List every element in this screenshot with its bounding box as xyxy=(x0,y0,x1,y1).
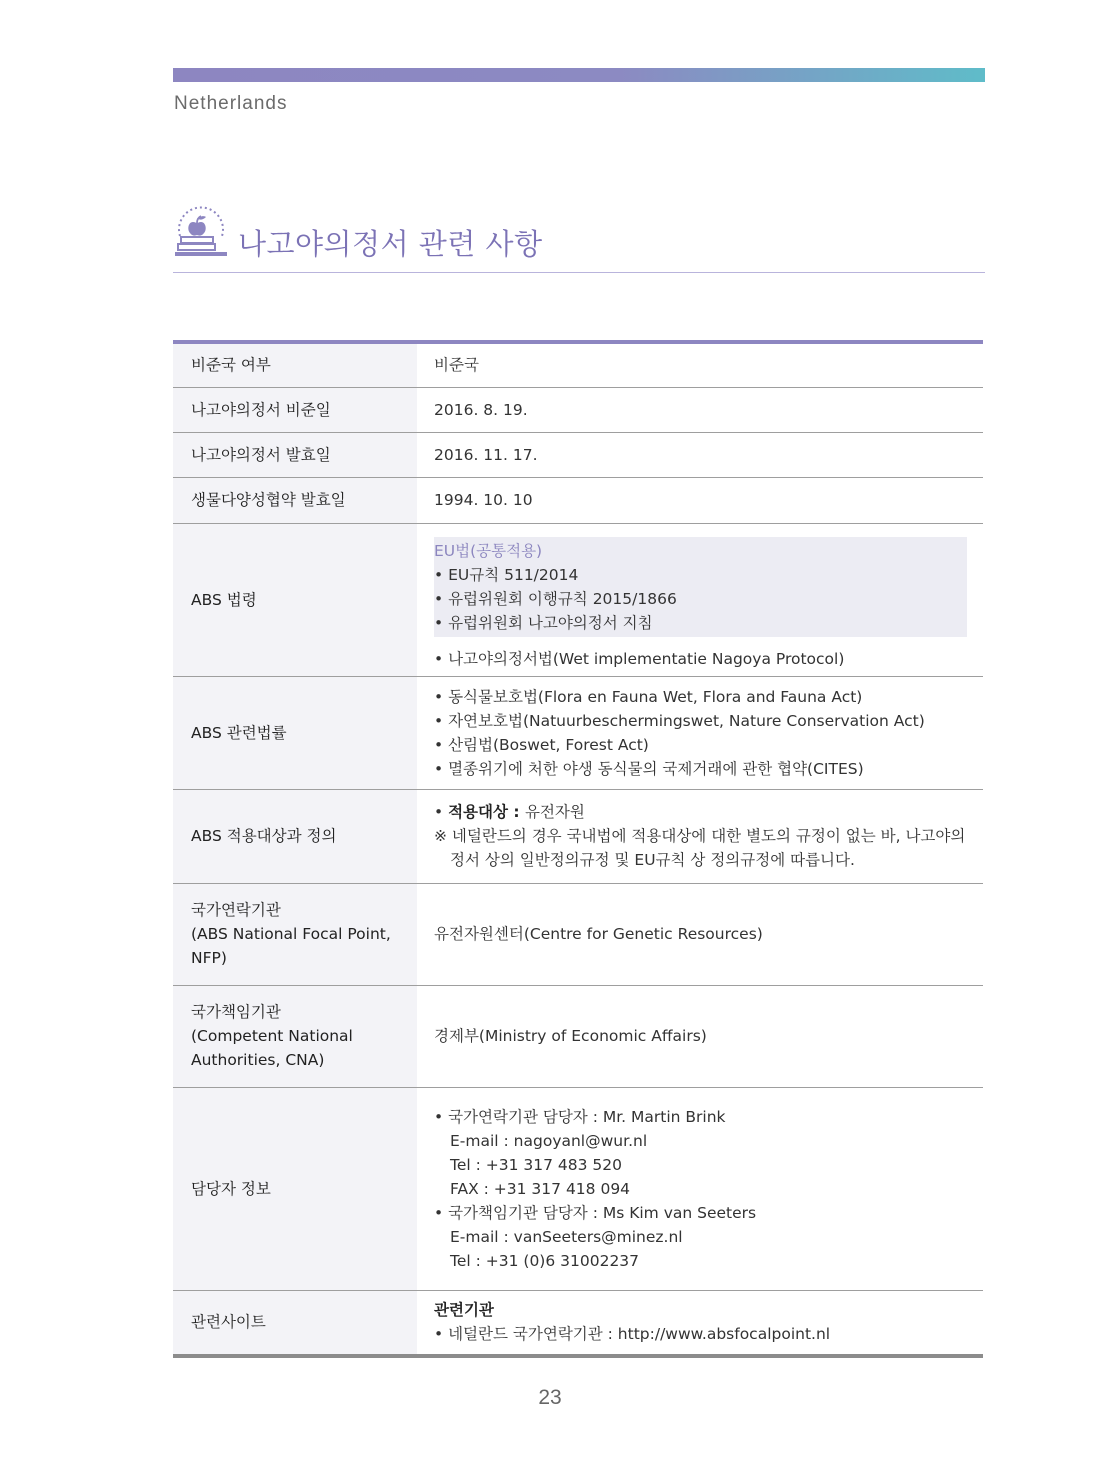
scope-value: 유전자원 xyxy=(524,803,585,821)
row-value: 2016. 8. 19. xyxy=(417,387,983,432)
row-value: 1994. 10. 10 xyxy=(417,477,983,523)
contact-detail: FAX : +31 317 418 094 xyxy=(450,1179,631,1198)
contact-detail: E-mail : vanSeeters@minez.nl xyxy=(450,1227,683,1246)
section-title: 나고야의정서 관련 사항 xyxy=(238,227,543,261)
row-label: ABS 관련법률 xyxy=(173,676,417,789)
label-line: NFP) xyxy=(191,949,227,967)
list-item: • 자연보호법(Natuurbeschermingswet, Nature Conservation Act) xyxy=(434,709,967,733)
row-label: 관련사이트 xyxy=(173,1290,417,1356)
header-gradient-bar xyxy=(173,68,985,82)
nagoya-info-table xyxy=(173,340,983,1358)
contact-detail: Tel : +31 317 483 520 xyxy=(450,1155,622,1174)
table-row xyxy=(173,342,983,387)
table-row xyxy=(173,477,983,523)
table-row xyxy=(173,523,983,676)
list-item: • 네덜란드 국가연락기관 : http://www.absfocalpoint.nl xyxy=(434,1322,967,1346)
table-row xyxy=(173,1087,983,1290)
scope-label: 적용대상 : xyxy=(448,803,525,821)
row-label: 나고야의정서 비준일 xyxy=(173,387,417,432)
row-label: 생물다양성협약 발효일 xyxy=(173,477,417,523)
table-row xyxy=(173,883,983,985)
row-label: 나고야의정서 발효일 xyxy=(173,432,417,477)
label-line: 국가책임기관 xyxy=(191,1003,281,1021)
contact-detail: E-mail : nagoyanl@wur.nl xyxy=(450,1131,648,1150)
row-value xyxy=(417,1087,983,1290)
label-line: Authorities, CNA) xyxy=(191,1051,325,1069)
row-label: ABS 법령 xyxy=(173,523,417,676)
row-value: 유전자원센터(Centre for Genetic Resources) xyxy=(417,883,983,985)
table-row xyxy=(173,676,983,789)
row-value: 2016. 11. 17. xyxy=(417,432,983,477)
row-value xyxy=(417,789,983,883)
table-row xyxy=(173,432,983,477)
list-item: • 국가책임기관 담당자 : Ms Kim van Seeters xyxy=(434,1201,967,1225)
table-row xyxy=(173,789,983,883)
list-item: • 유럽위원회 이행규칙 2015/1866 xyxy=(434,587,961,611)
sites-heading: 관련기관 xyxy=(434,1301,494,1320)
row-label xyxy=(173,985,417,1087)
row-label xyxy=(173,883,417,985)
row-value xyxy=(417,676,983,789)
list-item: • 유럽위원회 나고야의정서 지침 xyxy=(434,611,961,635)
list-item: • 나고야의정서법(Wet implementatie Nagoya Protocol) xyxy=(434,647,967,671)
scope-note: ※ 네덜란드의 경우 국내법에 적용대상에 대한 별도의 규정이 없는 바, 나고야의정서 상의 일반정의규정 및 EU규칙 상 정의규정에 따릅니다. xyxy=(434,827,966,869)
row-label: 비준국 여부 xyxy=(173,342,417,387)
table-row xyxy=(173,1290,983,1356)
label-line: (ABS National Focal Point, xyxy=(191,925,391,943)
contact-detail: Tel : +31 (0)6 31002237 xyxy=(450,1251,640,1270)
list-item: • 동식물보호법(Flora en Fauna Wet, Flora and Fauna Act) xyxy=(434,685,967,709)
row-label: ABS 적용대상과 정의 xyxy=(173,789,417,883)
page-number: 23 xyxy=(538,1386,562,1409)
label-line: (Competent National xyxy=(191,1027,353,1045)
list-item: • 국가연락기관 담당자 : Mr. Martin Brink xyxy=(434,1105,967,1129)
row-value xyxy=(417,523,983,676)
row-label: 담당자 정보 xyxy=(173,1087,417,1290)
table-row xyxy=(173,387,983,432)
table-row xyxy=(173,985,983,1087)
list-item: • 산림법(Boswet, Forest Act) xyxy=(434,733,967,757)
label-line: 국가연락기관 xyxy=(191,901,281,919)
eu-law-heading: EU법(공통적용) xyxy=(434,541,543,560)
row-value: 경제부(Ministry of Economic Affairs) xyxy=(417,985,983,1087)
list-item xyxy=(434,800,967,824)
list-item: • EU규칙 511/2014 xyxy=(434,563,961,587)
apple-on-books-icon xyxy=(173,202,231,260)
eu-law-box xyxy=(434,537,967,637)
list-item: • 멸종위기에 처한 야생 동식물의 국제거래에 관한 협약(CITES) xyxy=(434,757,967,781)
row-value: 비준국 xyxy=(417,342,983,387)
row-value xyxy=(417,1290,983,1356)
country-name: Netherlands xyxy=(174,93,288,114)
section-header xyxy=(173,202,985,273)
